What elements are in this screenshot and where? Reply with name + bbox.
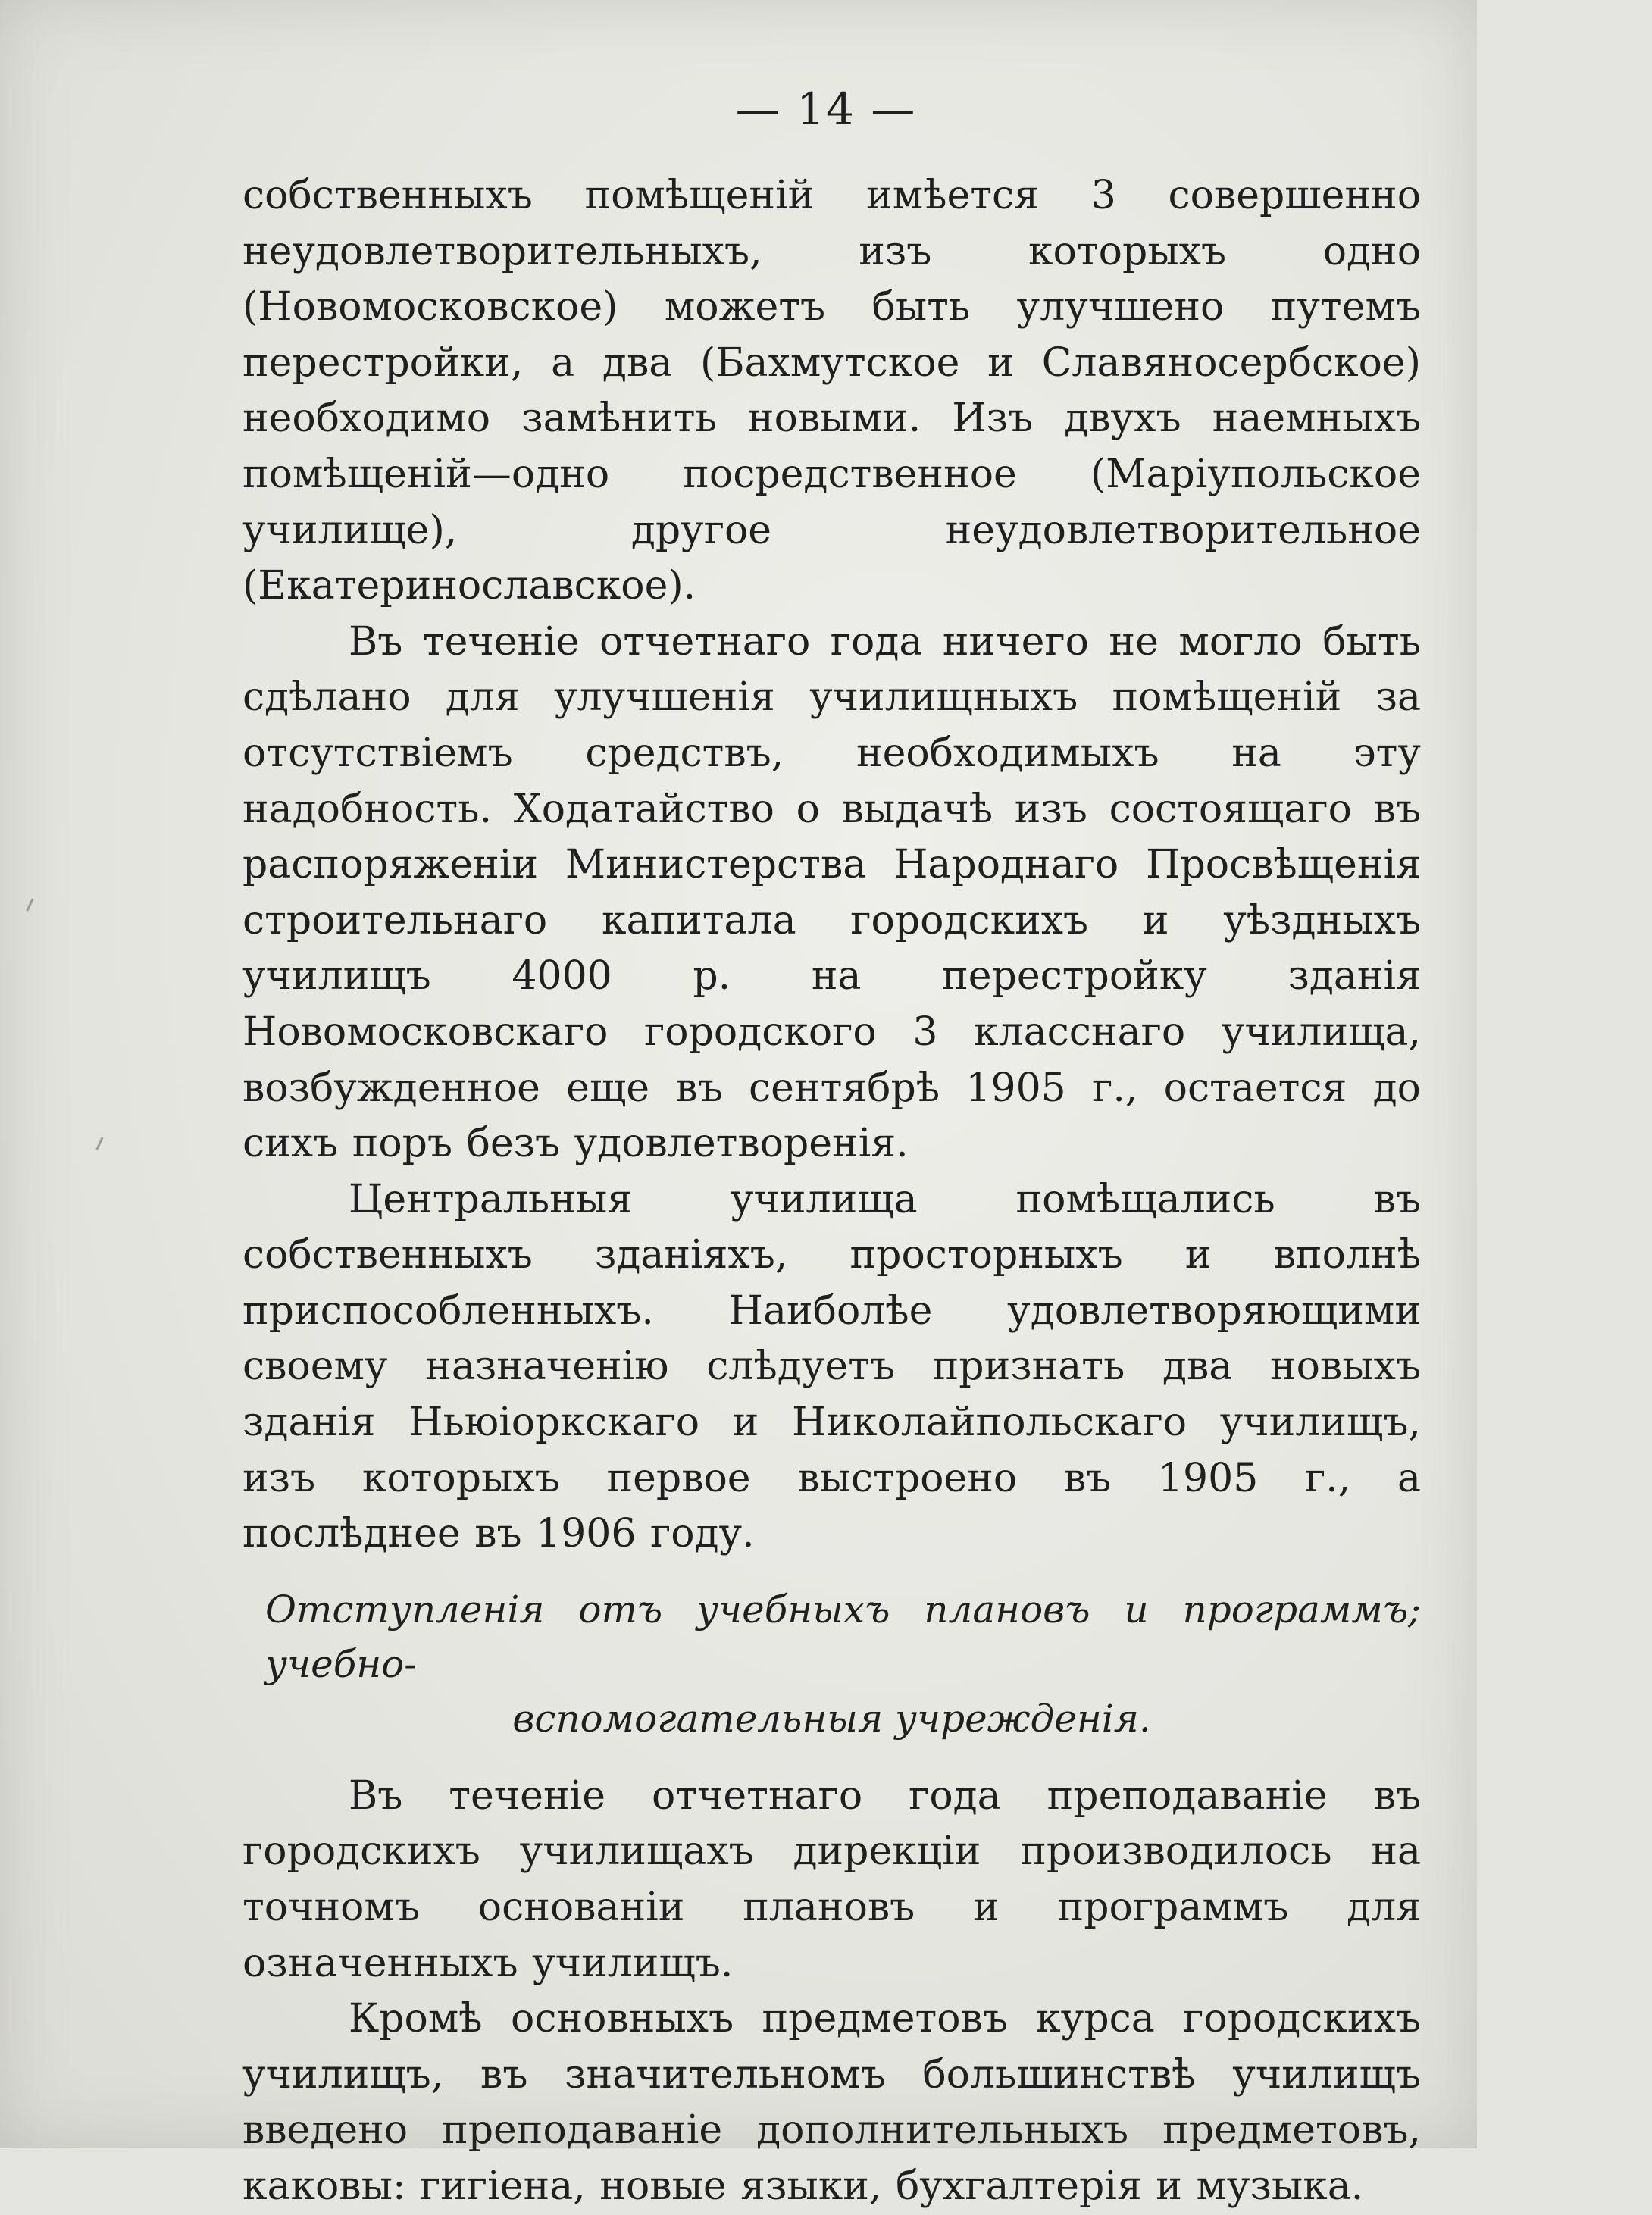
scan-speck	[26, 898, 33, 912]
paragraph-additional-subjects: Кромѣ основныхъ предметовъ курса городскихъ училищъ, въ значительномъ большинствѣ училищъ введено преподаваніе дополнительныхъ предметовъ, каковы: гигіена, новые языки, бухгалтерія и музыка.	[242, 1996, 1421, 2209]
paragraph-no-improvements: Въ теченіе отчетнаго года ничего не могло быть сдѣлано для улучшенія училищныхъ помѣщеній за отсутствіемъ средствъ, необходимыхъ на эту надобность. Ходатайство о выдачѣ изъ состоящаго въ распоряженіи Министерства Народнаго Просвѣщенія строительнаго капитала городскихъ и уѣздныхъ училищъ 4000 р. на перестройку зданія Новомосковскаго городского 3 класснаго училища, возбужденное еще въ сентябрѣ 1905 г., остается до сихъ поръ безъ удовлетворенія.	[242, 618, 1421, 1167]
paragraph-teaching-plans: Въ теченіе отчетнаго года преподаваніе въ городскихъ училищахъ дирекціи производилось на точномъ основаніи плановъ и программъ для означенныхъ училищъ.	[242, 1772, 1421, 1986]
section-heading	[242, 1582, 1421, 1746]
paragraph-central-schools: Центральныя училища помѣщались въ собственныхъ зданіяхъ, просторныхъ и вполнѣ приспособленныхъ. Наиболѣе удовлетворяющими своему назначенію слѣдуетъ признать два новыхъ зданія Ньюіоркскаго и Николайпольскаго училищъ, изъ которыхъ первое выстроено въ 1905 г., а послѣднее въ 1906 году.	[242, 1176, 1421, 1557]
section-heading-line-1: Отступленія отъ учебныхъ плановъ и программъ; учебно-	[265, 1587, 1421, 1686]
body-text	[242, 168, 1421, 2215]
paragraph-premises-continued: собственныхъ помѣщеній имѣется 3 совершенно неудовлетворительныхъ, изъ которыхъ одно (Новомосковское) можетъ быть улучшено путемъ перестройки, а два (Бахмутское и Славяносербское) необходимо замѣнить новыми. Изъ двухъ наемныхъ помѣщеній—одно посредственное (Маріупольское училище), другое неудовлетворительное (Екатеринославское).	[242, 173, 1421, 609]
page-number: — 14 —	[735, 83, 917, 135]
section-heading-line-2: вспомогательныя учрежденія.	[512, 1696, 1151, 1741]
scan-speck	[95, 1137, 103, 1150]
